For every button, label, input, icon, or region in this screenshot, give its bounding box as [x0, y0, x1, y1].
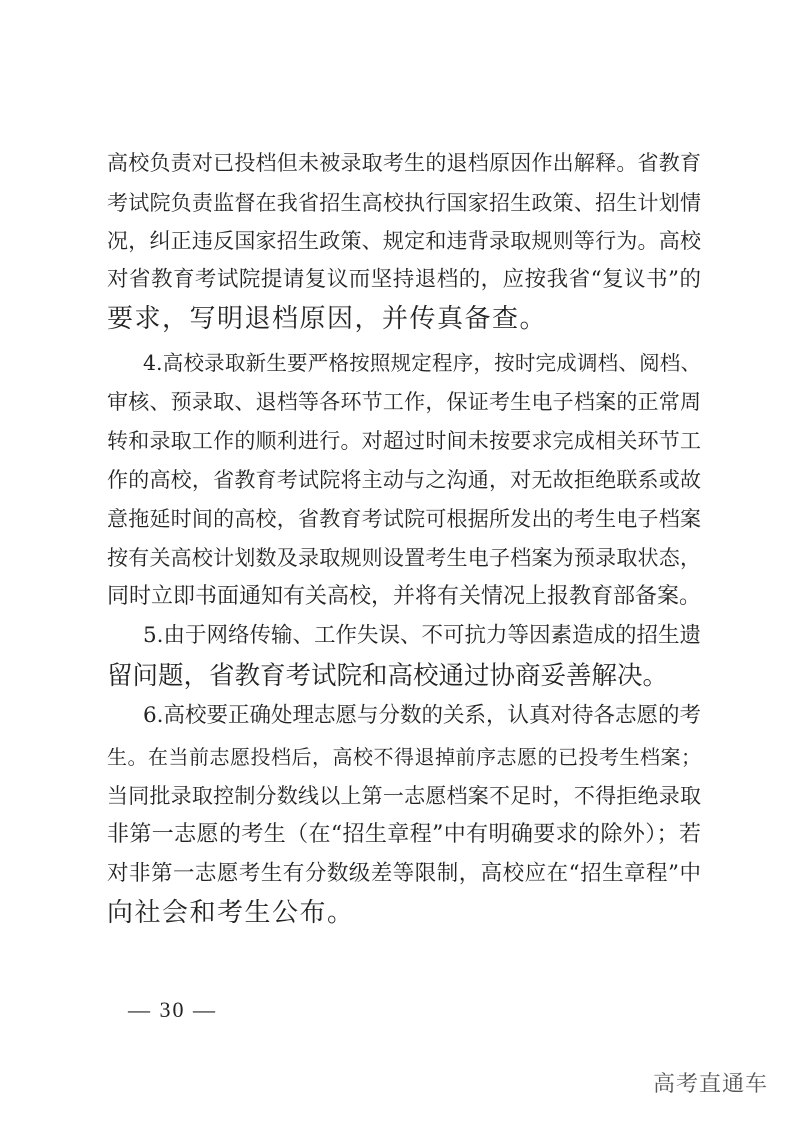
- text-line: 同时立即书面通知有关高校，并将有关情况上报教育部备案。: [107, 584, 702, 609]
- text-line: 向社会和考生公布。: [107, 898, 355, 928]
- text-line: 要求，写明退档原因，并传真备查。: [107, 304, 548, 334]
- paragraph-6-start: 6.高校要正确处理志愿与分数的关系，认真对待各志愿的考: [143, 703, 702, 728]
- text-line: 考试院负责监督在我省招生高校执行国家招生政策、招生计划情: [107, 191, 701, 215]
- text-line: 转和录取工作的顺利进行。对超过时间未按要求完成相关环节工: [107, 429, 701, 453]
- text-line: 作的高校，省教育考试院将主动与之沟通，对无故拒绝联系或故: [107, 468, 701, 492]
- text-line: 对省教育考试院提请复议而坚持退档的，应按我省“复议书”的: [107, 267, 701, 292]
- text-line: 审核、预录取、退档等各环节工作，保证考生电子档案的正常周: [107, 390, 701, 414]
- page-number: — 30 —: [128, 997, 217, 1022]
- paragraph-4-start: 4.高校录取新生要严格按照规定程序，按时完成调档、阅档、: [143, 351, 701, 375]
- text-line: 按有关高校计划数及录取规则设置考生电子档案为预录取状态，: [107, 546, 701, 570]
- text-line: 非第一志愿的考生（在“招生章程”中有明确要求的除外）；若: [107, 822, 701, 847]
- text-line: 高校负责对已投档但未被录取考生的退档原因作出解释。省教育: [107, 151, 701, 175]
- text-line: 况，纠正违反国家招生政策、规定和违背录取规则等行为。高校: [107, 229, 701, 253]
- text-line: 意拖延时间的高校，省教育考试院可根据所发出的考生电子档案: [107, 507, 701, 531]
- text-line: 对非第一志愿考生有分数级差等限制，高校应在“招生章程”中: [107, 861, 701, 886]
- text-line: 当同批录取控制分数线以上第一志愿档案不足时，不得拒绝录取: [107, 784, 701, 808]
- text-line: 留问题，省教育考试院和高校通过协商妥善解决。: [107, 661, 669, 691]
- paragraph-5-start: 5.由于网络传输、工作失误、不可抗力等因素造成的招生遗: [143, 623, 702, 648]
- text-line: 生。在当前志愿投档后，高校不得退掉前序志愿的已投考生档案；: [107, 745, 701, 769]
- watermark: 高考直通车: [653, 1072, 769, 1097]
